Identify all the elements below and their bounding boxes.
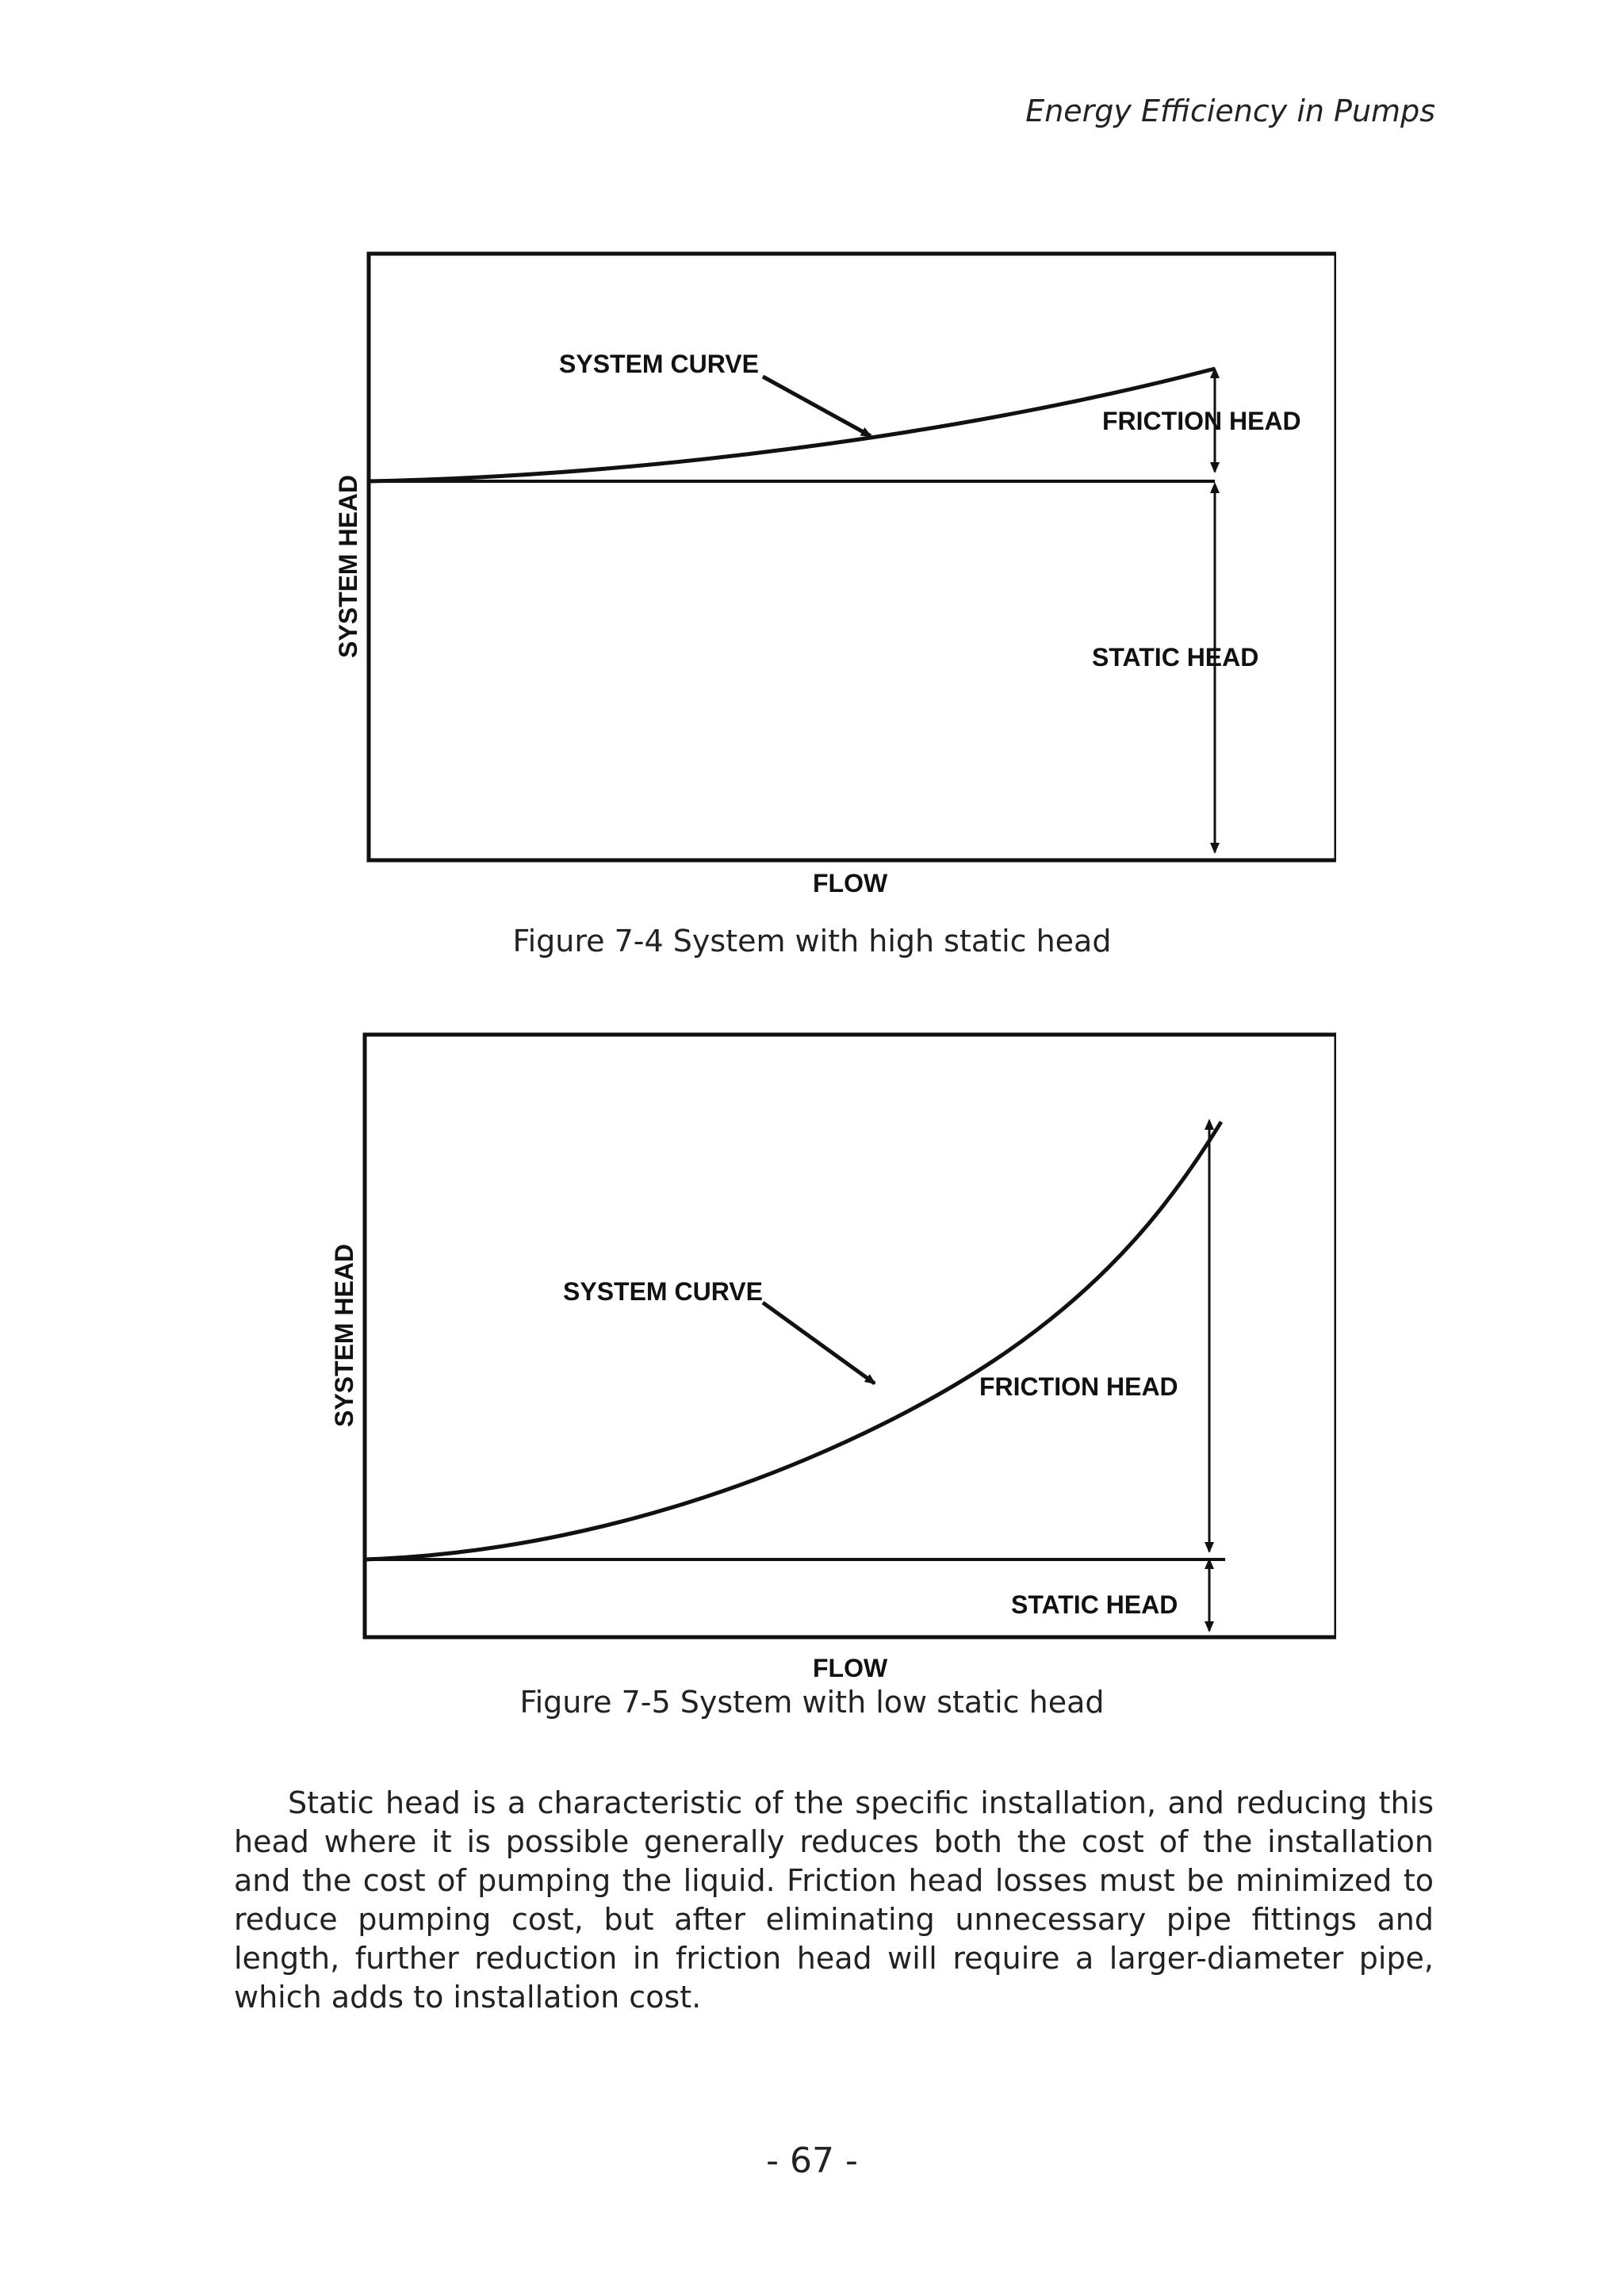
x-axis-label: FLOW — [813, 869, 888, 896]
page-number: - 67 - — [766, 2141, 858, 2181]
system-curve-pointer — [763, 1303, 875, 1383]
system-curve-label: SYSTEM CURVE — [559, 350, 759, 378]
plot-frame — [369, 254, 1336, 860]
x-axis-label: FLOW — [813, 1654, 888, 1682]
static-head-label: STATIC HEAD — [1011, 1590, 1178, 1619]
figure-7-5-caption: Figure 7-5 System with low static head — [519, 1685, 1105, 1720]
figure-7-5 — [321, 995, 1336, 1685]
system-curve-label: SYSTEM CURVE — [563, 1277, 763, 1306]
system-curve — [369, 369, 1215, 481]
y-axis-label: SYSTEM HEAD — [330, 1243, 358, 1427]
figure-7-4-caption: Figure 7-4 System with high static head — [512, 924, 1112, 959]
figure-7-4-diagram — [321, 214, 1336, 896]
system-curve — [365, 1122, 1221, 1559]
figure-7-5-diagram — [321, 995, 1336, 1685]
body-paragraph: Static head is a characteristic of the specific installation, and reducing this head where it is possible generally reduces both the cost of the installation and the cost of pumping the liquid. Friction head losses must be minimized to reduce pumping cost, but after eliminating unnecessary pipe fittings and length, further reduction in friction head will require a larger-diameter pipe, which adds to installation cost. — [234, 1785, 1434, 2015]
y-axis-label: SYSTEM HEAD — [334, 474, 362, 658]
figure-7-4 — [321, 214, 1336, 896]
running-header: Energy Efficiency in Pumps — [1025, 94, 1435, 128]
friction-head-label: FRICTION HEAD — [979, 1372, 1178, 1401]
static-head-label: STATIC HEAD — [1092, 643, 1259, 672]
system-curve-pointer — [763, 377, 871, 436]
friction-head-label: FRICTION HEAD — [1102, 407, 1301, 435]
